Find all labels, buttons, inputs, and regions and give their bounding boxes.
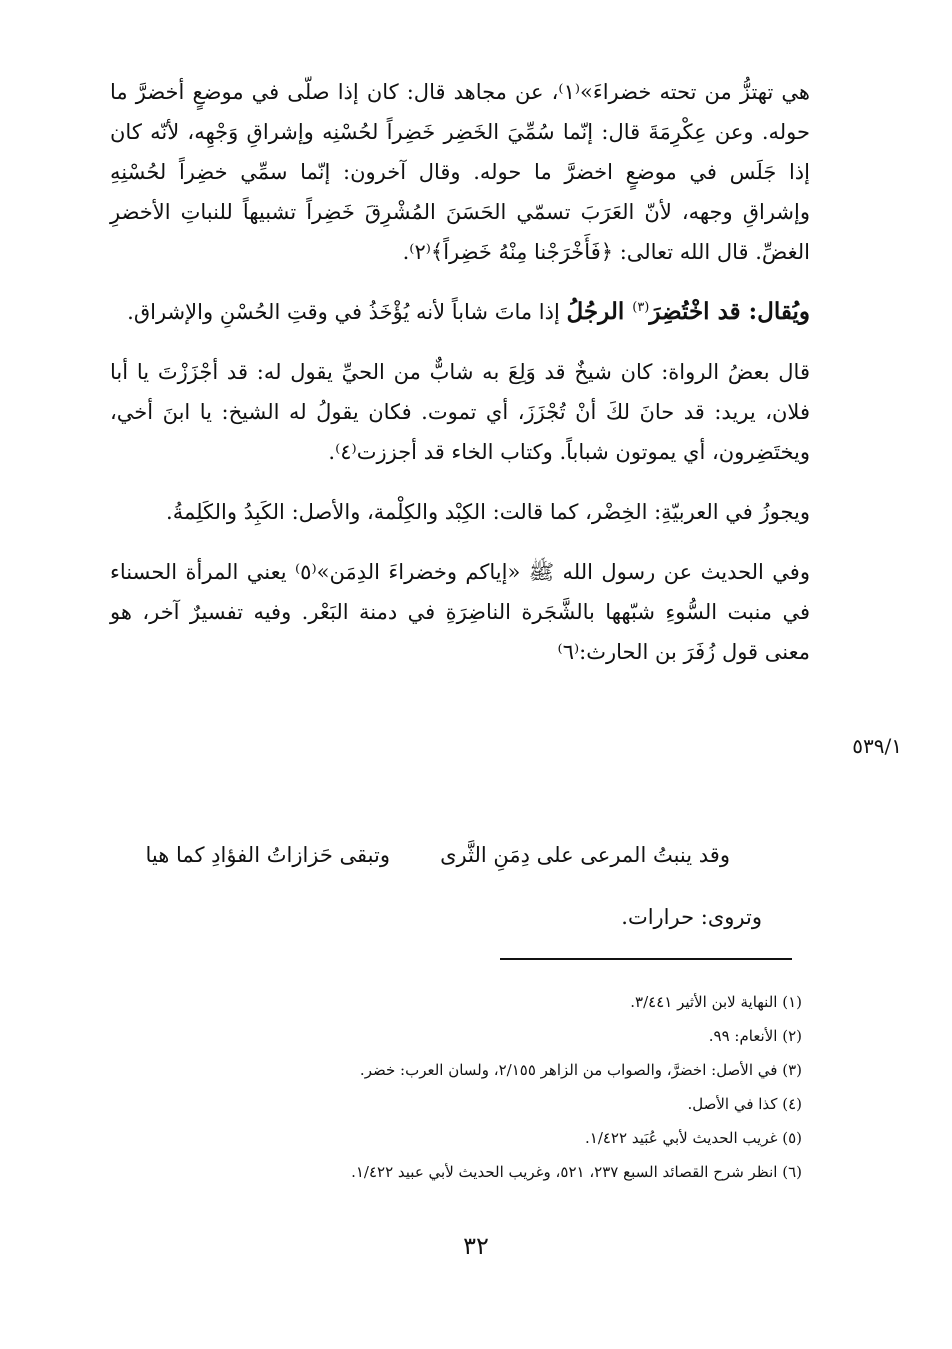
footnotes <box>182 985 802 1189</box>
footnote-4: (٤) كذا في الأصل. <box>687 1095 802 1113</box>
paragraph-3: قال بعضُ الرواة: كان شيخٌ قد وَلِعَ به شابٌّ من الحيِّ يقول له: قد أجْزَزْتَ يا أبا فلان، يريد: قد حانَ لكَ أنْ تُجْزَزَ، أي تموت. فكان يقولُ له الشيخ: يا ابنَ أخي، ويختَضِرون، أي يموتون شباباً. وكتاب الخاء قد أجززت⁽٤⁾. <box>110 360 810 464</box>
paragraph-1: هي تهتزُّ من تحته خضراءَ»⁽١⁾، عن مجاهد قال: كان إذا صلّى في موضعٍ أخضرَّ ما حوله. وعن عِكْرِمَةَ قال: إنّما سُمِّيَ الخَضِر خَضِراً لحُسْنِه وإشراقِ وَجْهِه، لأنّه كان إذا جَلَس في موضعٍ اخضرَّ ما حوله. وقال آخرون: إنّما سمِّي خضِراً لحُسْنِهِ وإشراقِ وجهه، لأنّ العَرَبَ تسمّي الحَسَنَ المُشْرِقَ خَضِراً تشبيهاً للنباتِ الأخضرِ الغضِّ. قال الله تعالى: ﴿فَأَخْرَجْنا مِنْهُ خَضِراً﴾⁽٢⁾. <box>110 80 810 264</box>
headword: ويُقال: قد اخْتُضِرَ <box>649 298 810 325</box>
paragraph-5: وفي الحديث عن رسول الله ﷺ «إياكم وخضراءَ الدِمَن»⁽٥⁾ يعني المرأة الحسناء في منبت السُّوءِ شبّهها بالشَّجَرة الناضِرَةِ في دمنة البَعْر. وفيه تفسيرٌ آخر، هو معنى قول زُفَرَ بن الحارث:⁽٦⁾ <box>110 560 810 664</box>
verse-first-hemistich: وقد ينبتُ المرعى على دِمَنِ الثَّرى <box>440 843 730 867</box>
poetry-verse <box>110 843 810 883</box>
footnote-2: (٢) الأنعام: ٩٩. <box>708 1027 802 1045</box>
footnote-divider <box>500 958 792 960</box>
footnote-6: (٦) انظر شرح القصائد السبع ٢٣٧، ٥٢١، وغريب الحديث لأبي عبيد ١/٤٢٢. <box>351 1163 802 1181</box>
margin-reference: ٥٣٩/١ <box>852 734 902 758</box>
verse-second-hemistich: وتبقى حَزازاتُ الفؤادِ كما هيا <box>145 843 390 867</box>
variant-reading: وتروى: حرارات. <box>621 905 762 929</box>
footnote-3: (٣) في الأصل: اخضرَّ، والصواب من الزاهر ٢/١٥٥، ولسان العرب: خضر. <box>359 1061 802 1079</box>
headword-subject: الرجُلُ <box>566 298 633 325</box>
footnote-1: (١) النهاية لابن الأثير ٣/٤٤١. <box>630 993 802 1011</box>
footnote-5: (٥) غريب الحديث لأبي عُبَيد ١/٤٢٢. <box>584 1129 802 1147</box>
footnote-marker-3: (٣) <box>632 300 650 315</box>
page-number: ٣٢ <box>463 1232 489 1260</box>
paragraph-2 <box>110 292 810 332</box>
main-text <box>110 72 810 692</box>
paragraph-2-text: إذا ماتَ شاباً لأنه يُؤْخَذُ في وقتِ الحُسْنِ والإشراق. <box>127 300 567 324</box>
paragraph-4: ويجوزُ في العربيّةِ: الخِضْر، كما قالت: الكِبْد والكِلْمة، والأصل: الكَبِدُ والكَلِمةُ. <box>166 500 810 524</box>
